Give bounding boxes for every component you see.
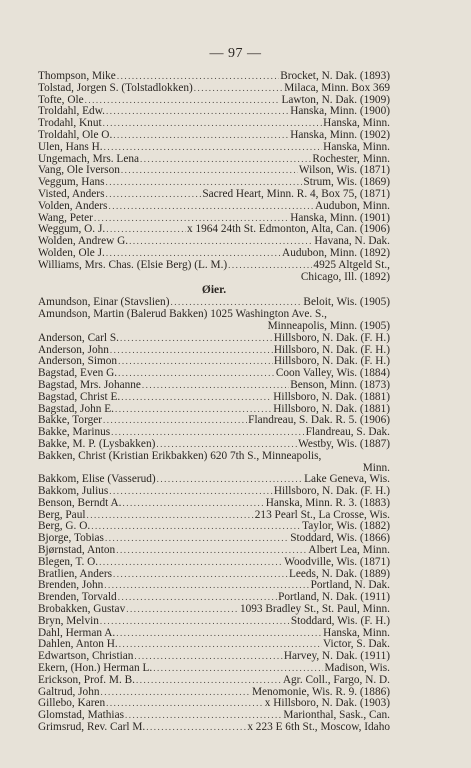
entry-name: Visted, Anders xyxy=(38,188,105,200)
entry-name: Dahl, Herman A. xyxy=(38,627,116,639)
dot-leader xyxy=(156,439,297,451)
dot-leader xyxy=(118,368,275,380)
dot-leader xyxy=(134,651,282,663)
directory-entry xyxy=(38,356,390,368)
dot-leader xyxy=(129,236,313,248)
dot-leader xyxy=(106,698,264,710)
entry-name: Bakke, Marinus xyxy=(38,427,111,439)
directory-entry xyxy=(38,510,390,522)
entry-name: Wang, Peter xyxy=(38,212,93,224)
entry-name: Troldahl, Edw. xyxy=(38,106,105,118)
entry-name: Erickson, Prof. M. B. xyxy=(38,674,135,686)
entry-location: 4925 Altgeld St., xyxy=(313,259,390,271)
entry-location: Lake Geneva, Wis. xyxy=(304,474,390,486)
entry-location: Stoddard, Wis. (F. H.) xyxy=(290,615,390,627)
directory-entry xyxy=(38,722,390,734)
dot-leader xyxy=(104,142,323,154)
entry-location: Hillsboro, N. Dak. (F. H.) xyxy=(273,486,390,498)
dot-leader xyxy=(109,486,273,498)
entry-name: Anderson, John xyxy=(38,344,109,356)
entry-name: Brenden, John xyxy=(38,580,104,592)
entry-name: Glomstad, Mathias xyxy=(38,710,124,722)
entry-name: Berg, Paul xyxy=(38,509,86,521)
entry-location: Stoddard, Wis. (1866) xyxy=(290,533,390,545)
entry-name: Bjørnstad, Anton xyxy=(38,545,116,557)
dot-leader xyxy=(118,592,277,604)
directory-entry xyxy=(38,333,390,345)
entry-name: Wolden, Andrew G. xyxy=(38,236,129,248)
directory-entry xyxy=(38,189,390,201)
entry-name: Ulen, Hans H. xyxy=(38,141,103,153)
dot-leader xyxy=(194,83,283,95)
entry-location: Hanska, Minn. xyxy=(323,627,390,639)
dot-leader xyxy=(87,510,254,522)
entry-name: Williams, Mrs. Chas. (Elsie Berg) (L. M.) xyxy=(38,259,228,271)
directory-entry xyxy=(38,118,390,130)
directory-entry xyxy=(38,106,390,118)
entry-location: Agr. Coll., Fargo, N. D. xyxy=(282,674,390,686)
entry-location: Coon Valley, Wis. (1884) xyxy=(275,368,390,380)
entry-location: Milaca, Minn. Box 369 xyxy=(284,82,390,94)
entry-name: Trodahl, Knut xyxy=(38,118,102,130)
entry-name: Ekern, (Hon.) Herman L. xyxy=(38,663,153,675)
directory-entry xyxy=(38,687,390,699)
directory-entry xyxy=(38,486,390,498)
dot-leader xyxy=(113,569,288,581)
directory-entry xyxy=(38,415,390,427)
directory-entry xyxy=(38,165,390,177)
entry-location: Lawton, N. Dak. (1909) xyxy=(281,94,390,106)
dot-leader xyxy=(125,710,282,722)
entry-location: Hanska, Minn. (1900) xyxy=(290,106,390,118)
entry-name: Weggum, O. J. xyxy=(38,224,106,236)
directory-entry xyxy=(38,451,390,475)
dot-leader xyxy=(105,533,289,545)
directory-entry xyxy=(38,404,390,416)
dot-leader xyxy=(136,675,282,687)
dot-leader xyxy=(91,521,301,533)
dot-leader xyxy=(100,616,290,628)
entry-location: Taylor, Wis. (1882) xyxy=(302,521,390,533)
directory-entry xyxy=(38,569,390,581)
directory-entry xyxy=(38,142,390,154)
entry-name: Bakkom, Julius xyxy=(38,486,109,498)
entry-location: Hanska, Minn. R. 3. (1883) xyxy=(265,497,390,509)
section-heading: Øier. xyxy=(201,284,227,297)
dot-leader xyxy=(105,189,201,201)
entry-location: Woodville, Wis. (1871) xyxy=(284,556,390,568)
entry-name: Ungemach, Mrs. Lena xyxy=(38,153,140,165)
entry-location: Menomonie, Wis. R. 9. (1886) xyxy=(251,686,390,698)
dot-leader xyxy=(106,248,281,260)
dot-leader xyxy=(113,130,289,142)
directory-entry xyxy=(38,427,390,439)
entry-name: Gillebo, Karen xyxy=(38,698,106,710)
directory-entry xyxy=(38,521,390,533)
dot-leader xyxy=(104,580,309,592)
entry-location: Hillsboro, N. Dak. (F. H.) xyxy=(273,344,390,356)
entry-name: Veggum, Hans xyxy=(38,177,105,189)
entry-location: Albert Lea, Minn. xyxy=(308,545,390,557)
entry-name: Bryn, Melvin xyxy=(38,615,99,627)
member-list xyxy=(38,71,390,734)
directory-entry xyxy=(38,297,390,309)
entry-location: Audubon, Minn. (1892) xyxy=(282,247,390,259)
dot-leader xyxy=(153,663,323,675)
dot-leader xyxy=(120,333,273,345)
entry-location: 1093 Bradley St., St. Paul, Minn. xyxy=(239,604,390,616)
entry-name: Grimsrud, Rev. Carl M. xyxy=(38,722,146,734)
entry-location: Benson, Minn. (1873) xyxy=(290,379,390,391)
dot-leader xyxy=(110,345,273,357)
entry-location: Harvey, N. Dak. (1911) xyxy=(283,651,390,663)
dot-leader xyxy=(106,177,303,189)
entry-name: Bagstad, Mrs. Johanne xyxy=(38,379,141,391)
dot-leader xyxy=(170,297,302,309)
directory-entry xyxy=(38,675,390,687)
entry-name: Berg, G. O. xyxy=(38,521,91,533)
dot-leader xyxy=(111,427,304,439)
entry-name: Anderson, Simon xyxy=(38,356,118,368)
directory-entry xyxy=(38,345,390,357)
entry-location: Victor, S. Dak. xyxy=(323,639,390,651)
entry-location: Hillsboro, N. Dak. (F. H.) xyxy=(273,356,390,368)
directory-entry xyxy=(38,651,390,663)
directory-entry xyxy=(38,628,390,640)
dot-leader xyxy=(116,628,322,640)
dot-leader xyxy=(119,639,322,651)
directory-entry xyxy=(38,439,390,451)
entry-location-continued: Minn. xyxy=(362,461,390,474)
directory-entry xyxy=(38,368,390,380)
directory-entry xyxy=(38,533,390,545)
entry-name: Amundson, Einar (Stavslien) xyxy=(38,297,170,309)
entry-location: Westby, Wis. (1887) xyxy=(298,438,390,450)
dot-leader xyxy=(85,95,281,107)
directory-entry xyxy=(38,201,390,213)
entry-location: Hanska, Minn. (1902) xyxy=(290,129,390,141)
entry-name: Bakke, Torger xyxy=(38,415,103,427)
directory-entry xyxy=(38,474,390,486)
entry-location: Hillsboro, N. Dak. (1881) xyxy=(273,403,390,415)
entry-location: x 223 E 6th St., Moscow, Idaho xyxy=(247,722,390,734)
entry-location: Brocket, N. Dak. (1893) xyxy=(280,71,390,82)
entry-name: Volden, Anders xyxy=(38,200,108,212)
entry-name: Bakke, M. P. (Lysbakken) xyxy=(38,438,156,450)
dot-leader xyxy=(117,71,279,83)
dot-leader xyxy=(140,154,311,166)
entry-name: Blegen, T. O. xyxy=(38,556,99,568)
entry-name: Wolden, Ole J. xyxy=(38,247,105,259)
entry-location: Flandreau, S. Dak. xyxy=(305,427,390,439)
directory-entry xyxy=(38,83,390,95)
entry-name: Benson, Berndt A. xyxy=(38,497,122,509)
entry-location-continued: Chicago, Ill. (1892) xyxy=(300,270,390,283)
entry-name: Tofte, Ole xyxy=(38,94,84,106)
entry-name: Bjorge, Tobias xyxy=(38,533,104,545)
dot-leader xyxy=(122,498,264,510)
directory-entry xyxy=(38,639,390,651)
directory-entry xyxy=(38,236,390,248)
entry-location: Portland, N. Dak. (1911) xyxy=(278,592,390,604)
entry-name: Amundson, Martin (Balerud Bakken) 1025 Washington Ave. S., xyxy=(38,309,327,321)
entry-location: Portland, N. Dak. xyxy=(310,580,390,592)
directory-entry xyxy=(38,177,390,189)
entry-name: Dahlen, Anton H. xyxy=(38,639,118,651)
dot-leader xyxy=(121,165,298,177)
entry-location: x 1964 24th St. Edmonton, Alta, Can. (1906) xyxy=(186,224,390,236)
entry-location: Wilson, Wis. (1871) xyxy=(298,165,390,177)
dot-leader xyxy=(106,224,186,236)
entry-name: Vang, Ole Iverson xyxy=(38,165,120,177)
entry-location: Leeds, N. Dak. (1889) xyxy=(288,568,390,580)
entry-location: Hillsboro, N. Dak. (1881) xyxy=(273,391,390,403)
directory-entry xyxy=(38,663,390,675)
entry-name: Brenden, Torvald xyxy=(38,592,117,604)
entry-location: Sacred Heart, Minn. R. 4, Box 75, (1871) xyxy=(202,188,390,200)
entry-location: Madison, Wis. xyxy=(324,663,390,675)
entry-name: Anderson, Carl S. xyxy=(38,332,119,344)
directory-entry xyxy=(38,95,390,107)
entry-location: Hillsboro, N. Dak. (F. H.) xyxy=(273,332,390,344)
entry-location: Audubon, Minn. xyxy=(314,200,390,212)
directory-entry xyxy=(38,248,390,260)
entry-location: Hanska, Minn. (1901) xyxy=(290,212,390,224)
directory-entry xyxy=(38,213,390,225)
directory-entry xyxy=(38,498,390,510)
entry-location-continued: Minneapolis, Minn. (1905) xyxy=(267,319,390,332)
entry-location: Marionthal, Sask., Can. xyxy=(283,710,390,722)
dot-leader xyxy=(146,722,246,734)
directory-entry xyxy=(38,71,390,83)
directory-entry xyxy=(38,309,390,333)
entry-location: 213 Pearl St., La Crosse, Wis. xyxy=(254,509,390,521)
directory-entry xyxy=(38,592,390,604)
entry-location: Havana, N. Dak. xyxy=(314,236,390,248)
entry-name: Galtrud, John xyxy=(38,686,100,698)
entry-location: Hanska, Minn. xyxy=(323,141,390,153)
directory-entry xyxy=(38,557,390,569)
entry-name: Troldahl, Ole O. xyxy=(38,129,113,141)
entry-name: Bakkom, Elise (Vasserud) xyxy=(38,474,156,486)
dot-leader xyxy=(121,392,272,404)
directory-entry xyxy=(38,380,390,392)
entry-name: Bratlien, Anders xyxy=(38,568,113,580)
entry-name: Bagstad, Even G. xyxy=(38,368,118,380)
dot-leader xyxy=(99,557,283,569)
dot-leader xyxy=(118,356,273,368)
directory-entry xyxy=(38,130,390,142)
dot-leader xyxy=(94,213,289,225)
entry-location: Hanska, Minn. xyxy=(323,118,390,130)
dot-leader xyxy=(103,118,323,130)
dot-leader xyxy=(108,201,314,213)
dot-leader xyxy=(142,380,289,392)
entry-name: Thompson, Mike xyxy=(38,71,116,82)
entry-name: Bakken, Christ (Kristian Erikbakken) 620 7th S., Minneapolis, xyxy=(38,450,322,462)
directory-entry xyxy=(38,616,390,628)
dot-leader xyxy=(115,404,272,416)
directory-entry xyxy=(38,224,390,236)
dot-leader xyxy=(157,474,303,486)
entry-location: Rochester, Minn. xyxy=(312,153,390,165)
entry-name: Bagstad, Christ E. xyxy=(38,391,121,403)
dot-leader xyxy=(116,545,307,557)
entry-name: Edwartson, Christian xyxy=(38,651,134,663)
dot-leader xyxy=(106,106,289,118)
directory-entry xyxy=(38,710,390,722)
directory-entry xyxy=(38,580,390,592)
entry-location: x Hillsboro, N. Dak. (1903) xyxy=(264,698,390,710)
entry-name: Tolstad, Jorgen S. (Tolstadlokken) xyxy=(38,82,193,94)
entry-location: Strum, Wis. (1869) xyxy=(303,177,390,189)
entry-location: Beloit, Wis. (1905) xyxy=(303,297,390,309)
dot-leader xyxy=(101,687,251,699)
dot-leader xyxy=(103,415,247,427)
dot-leader xyxy=(228,260,312,272)
entry-name: Brobakken, Gustav xyxy=(38,604,126,616)
directory-entry xyxy=(38,260,390,284)
entry-location: Flandreau, S. Dak. R. 5. (1906) xyxy=(248,415,390,427)
directory-entry xyxy=(38,545,390,557)
entry-name: Bagstad, John E. xyxy=(38,403,114,415)
directory-entry xyxy=(38,604,390,616)
dot-leader xyxy=(126,604,239,616)
directory-entry xyxy=(38,392,390,404)
directory-entry xyxy=(38,698,390,710)
directory-entry xyxy=(38,154,390,166)
page-number: — 97 — xyxy=(209,46,262,61)
